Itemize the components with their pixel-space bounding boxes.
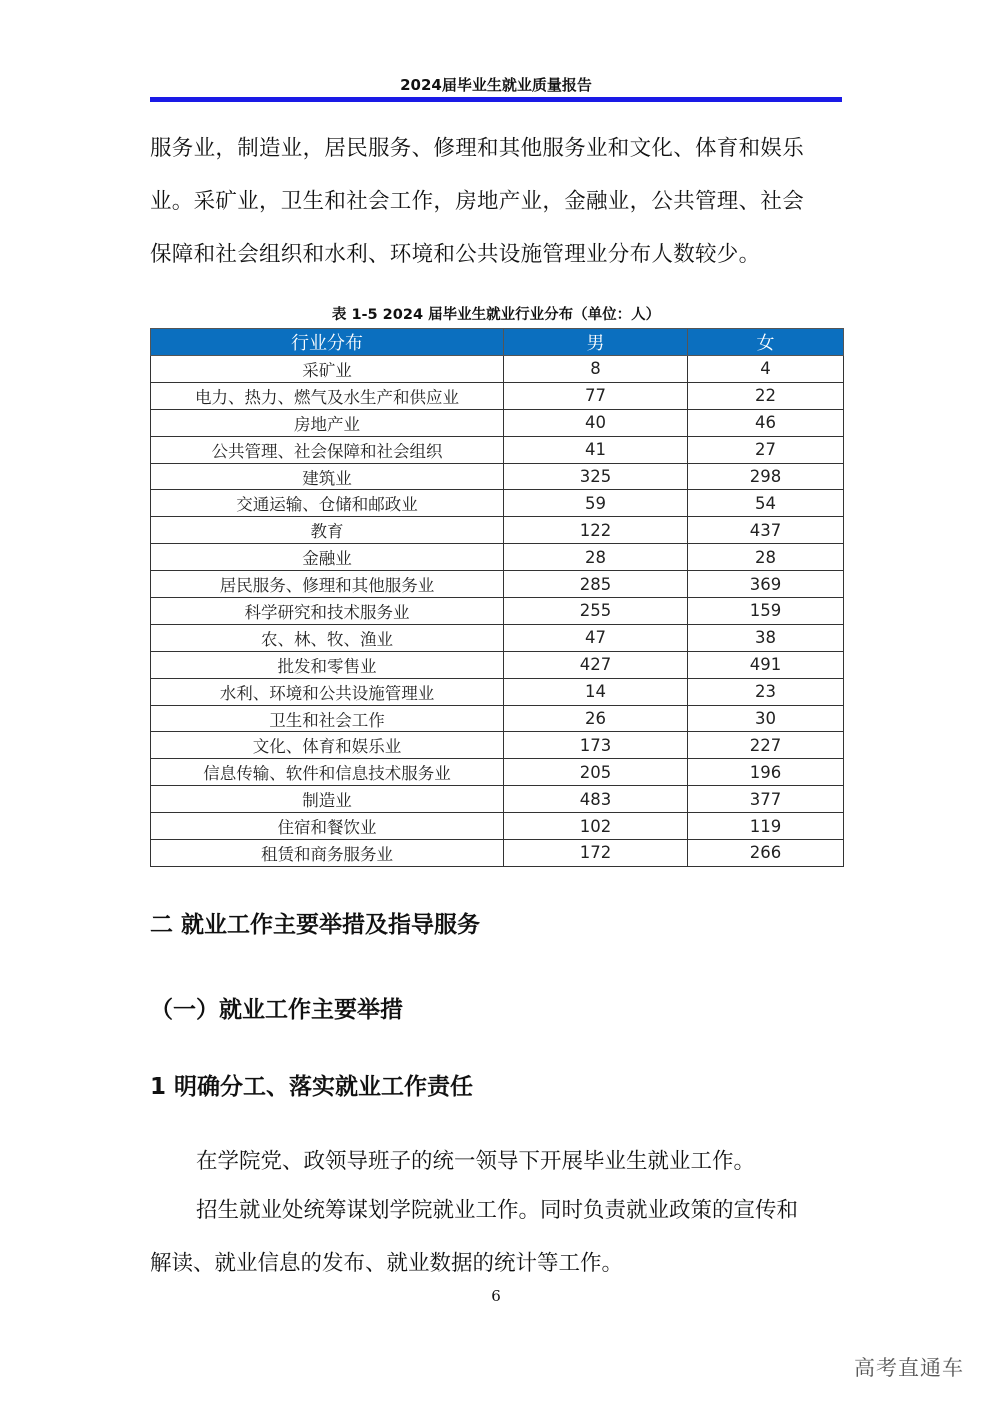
table-row bbox=[151, 382, 844, 409]
female-count-cell: 28 bbox=[688, 544, 844, 571]
table-row bbox=[151, 436, 844, 463]
table-row bbox=[151, 544, 844, 571]
female-count-cell: 119 bbox=[688, 813, 844, 840]
female-count-cell: 22 bbox=[688, 382, 844, 409]
industry-cell: 采矿业 bbox=[151, 356, 504, 383]
table-row bbox=[151, 840, 844, 867]
table-row bbox=[151, 598, 844, 625]
table-row bbox=[151, 678, 844, 705]
male-count-cell: 122 bbox=[504, 517, 688, 544]
male-count-cell: 255 bbox=[504, 598, 688, 625]
male-count-cell: 173 bbox=[504, 732, 688, 759]
male-count-cell: 483 bbox=[504, 786, 688, 813]
industry-cell: 农、林、牧、渔业 bbox=[151, 624, 504, 651]
table-row bbox=[151, 624, 844, 651]
intro-paragraph bbox=[150, 122, 842, 281]
industry-cell: 租赁和商务服务业 bbox=[151, 840, 504, 867]
table-row bbox=[151, 463, 844, 490]
male-count-cell: 47 bbox=[504, 624, 688, 651]
item-heading: 1 明确分工、落实就业工作责任 bbox=[150, 1074, 474, 1100]
male-count-cell: 41 bbox=[504, 436, 688, 463]
table-row bbox=[151, 490, 844, 517]
industry-cell: 交通运输、仓储和邮政业 bbox=[151, 490, 504, 517]
industry-cell: 金融业 bbox=[151, 544, 504, 571]
female-count-cell: 266 bbox=[688, 840, 844, 867]
table-row bbox=[151, 813, 844, 840]
industry-cell: 居民服务、修理和其他服务业 bbox=[151, 571, 504, 598]
industry-cell: 批发和零售业 bbox=[151, 651, 504, 678]
female-count-cell: 227 bbox=[688, 732, 844, 759]
male-count-cell: 285 bbox=[504, 571, 688, 598]
table-row bbox=[151, 571, 844, 598]
male-count-cell: 28 bbox=[504, 544, 688, 571]
intro-line: 保障和社会组织和水利、环境和公共设施管理业分布人数较少。 bbox=[150, 242, 761, 267]
industry-distribution-table bbox=[150, 328, 844, 867]
industry-cell: 公共管理、社会保障和社会组织 bbox=[151, 436, 504, 463]
male-count-cell: 8 bbox=[504, 356, 688, 383]
female-count-cell: 196 bbox=[688, 759, 844, 786]
industry-cell: 房地产业 bbox=[151, 409, 504, 436]
industry-cell: 水利、环境和公共设施管理业 bbox=[151, 678, 504, 705]
paragraph-line: 招生就业处统筹谋划学院就业工作。同时负责就业政策的宣传和 bbox=[196, 1198, 799, 1223]
female-count-cell: 369 bbox=[688, 571, 844, 598]
table-header-row bbox=[151, 329, 844, 356]
report-header-title: 2024届毕业生就业质量报告 bbox=[400, 76, 592, 94]
female-count-cell: 4 bbox=[688, 356, 844, 383]
industry-cell: 信息传输、软件和信息技术服务业 bbox=[151, 759, 504, 786]
industry-cell: 电力、热力、燃气及水生产和供应业 bbox=[151, 382, 504, 409]
body-paragraph: 在学院党、政领导班子的统一领导下开展毕业生就业工作。 bbox=[196, 1149, 756, 1174]
section-heading: 二 就业工作主要举措及指导服务 bbox=[150, 912, 481, 938]
industry-cell: 文化、体育和娱乐业 bbox=[151, 732, 504, 759]
female-count-cell: 46 bbox=[688, 409, 844, 436]
male-count-cell: 427 bbox=[504, 651, 688, 678]
female-count-cell: 54 bbox=[688, 490, 844, 517]
male-count-cell: 14 bbox=[504, 678, 688, 705]
header-industry: 行业分布 bbox=[151, 329, 504, 356]
table-row bbox=[151, 356, 844, 383]
subsection-heading: （一）就业工作主要举措 bbox=[150, 997, 403, 1023]
page-number: 6 bbox=[491, 1287, 501, 1305]
table-row bbox=[151, 759, 844, 786]
table-caption: 表 1-5 2024 届毕业生就业行业分布（单位：人） bbox=[331, 307, 661, 323]
industry-cell: 科学研究和技术服务业 bbox=[151, 598, 504, 625]
female-count-cell: 38 bbox=[688, 624, 844, 651]
industry-cell: 建筑业 bbox=[151, 463, 504, 490]
table-row bbox=[151, 651, 844, 678]
female-count-cell: 27 bbox=[688, 436, 844, 463]
male-count-cell: 77 bbox=[504, 382, 688, 409]
body-paragraph bbox=[150, 1184, 842, 1290]
table-row bbox=[151, 409, 844, 436]
male-count-cell: 205 bbox=[504, 759, 688, 786]
intro-line: 服务业，制造业，居民服务、修理和其他服务业和文化、体育和娱乐 bbox=[150, 136, 805, 161]
male-count-cell: 102 bbox=[504, 813, 688, 840]
header-male: 男 bbox=[504, 329, 688, 356]
male-count-cell: 26 bbox=[504, 705, 688, 732]
header-rule bbox=[150, 97, 842, 102]
male-count-cell: 172 bbox=[504, 840, 688, 867]
industry-cell: 卫生和社会工作 bbox=[151, 705, 504, 732]
male-count-cell: 40 bbox=[504, 409, 688, 436]
female-count-cell: 377 bbox=[688, 786, 844, 813]
industry-cell: 制造业 bbox=[151, 786, 504, 813]
industry-cell: 教育 bbox=[151, 517, 504, 544]
intro-line: 业。采矿业，卫生和社会工作，房地产业，金融业，公共管理、社会 bbox=[150, 189, 805, 214]
industry-cell: 住宿和餐饮业 bbox=[151, 813, 504, 840]
header-female: 女 bbox=[688, 329, 844, 356]
female-count-cell: 23 bbox=[688, 678, 844, 705]
male-count-cell: 325 bbox=[504, 463, 688, 490]
female-count-cell: 159 bbox=[688, 598, 844, 625]
male-count-cell: 59 bbox=[504, 490, 688, 517]
table-row bbox=[151, 705, 844, 732]
table-row bbox=[151, 786, 844, 813]
female-count-cell: 437 bbox=[688, 517, 844, 544]
watermark: 高考直通车 bbox=[854, 1356, 964, 1380]
female-count-cell: 491 bbox=[688, 651, 844, 678]
table-row bbox=[151, 517, 844, 544]
paragraph-line: 解读、就业信息的发布、就业数据的统计等工作。 bbox=[150, 1251, 624, 1276]
female-count-cell: 298 bbox=[688, 463, 844, 490]
female-count-cell: 30 bbox=[688, 705, 844, 732]
table-row bbox=[151, 732, 844, 759]
